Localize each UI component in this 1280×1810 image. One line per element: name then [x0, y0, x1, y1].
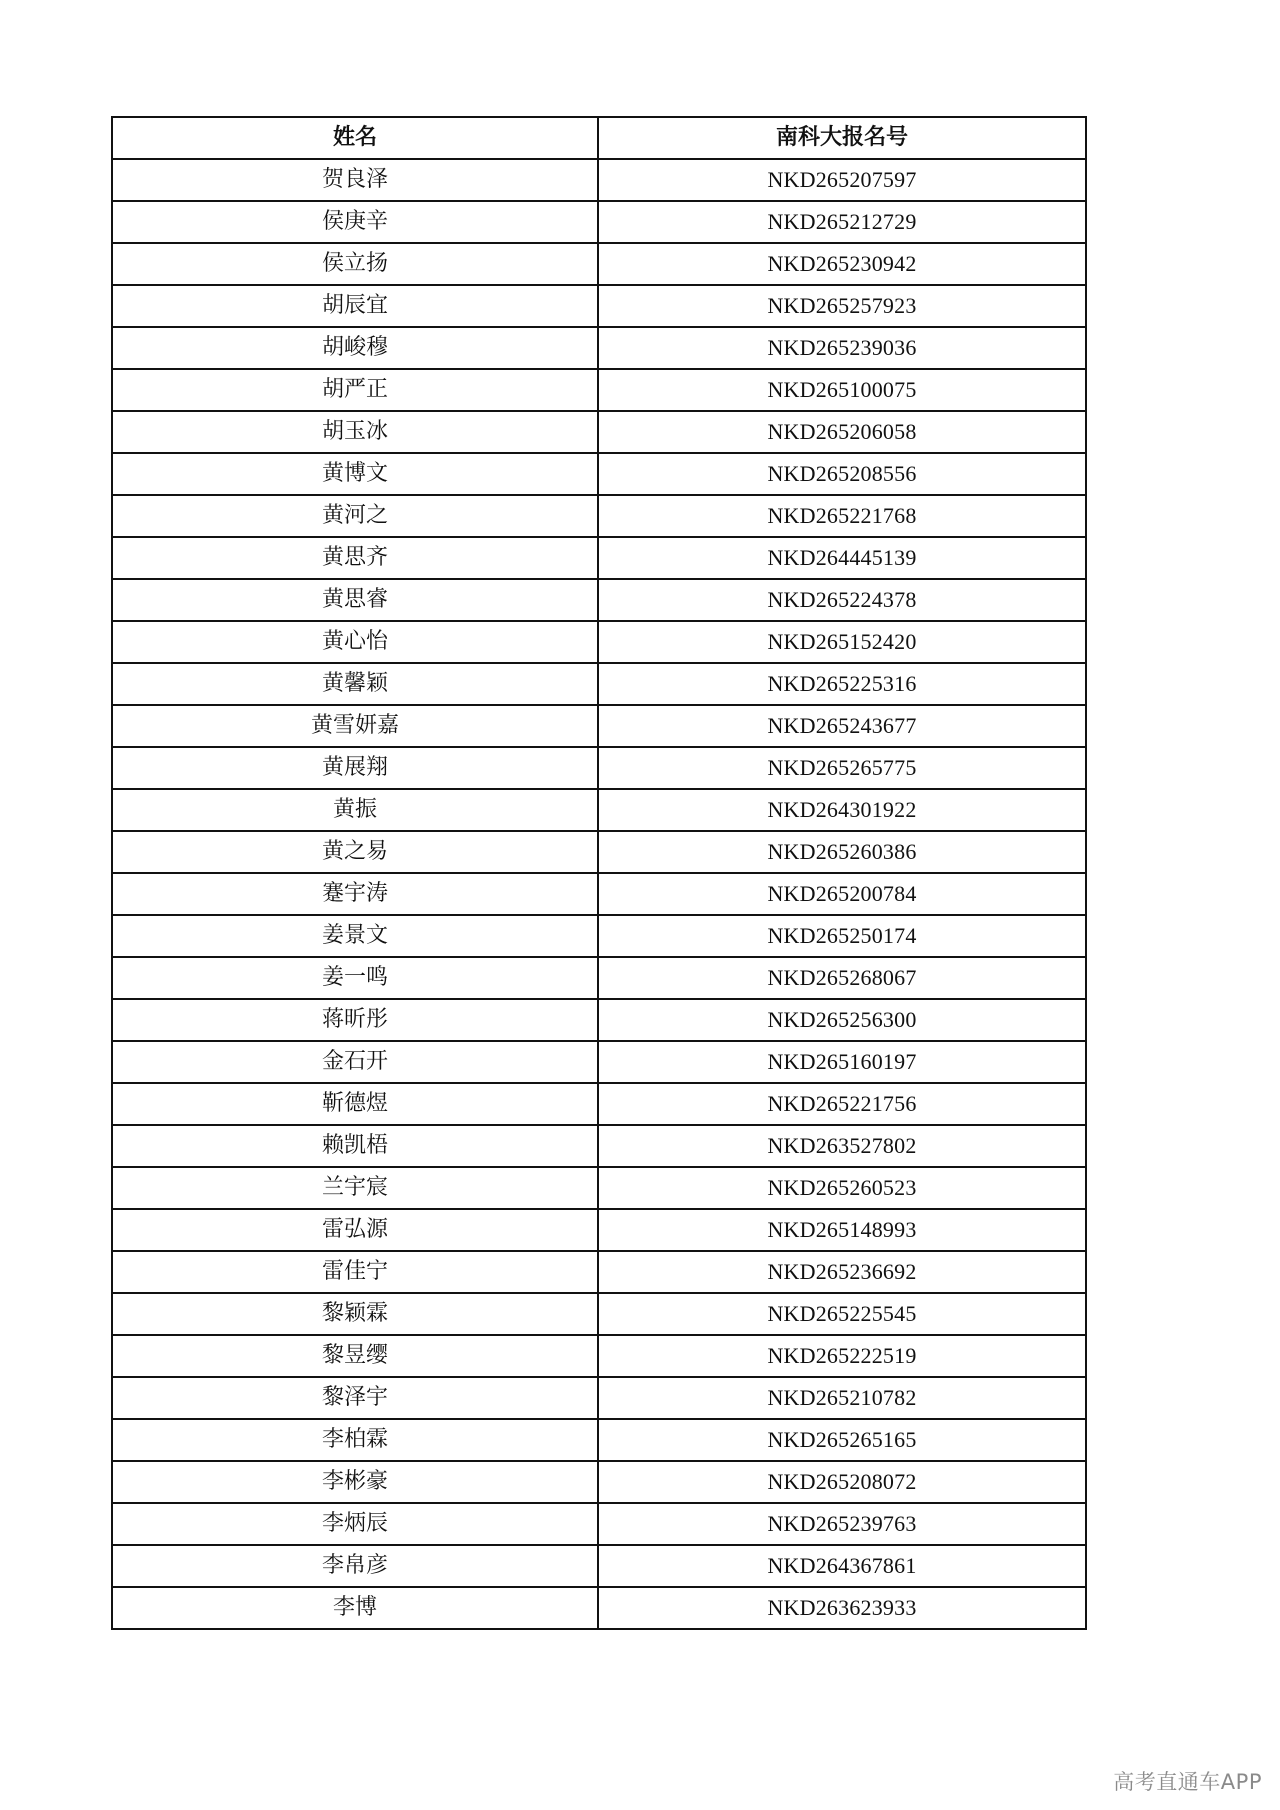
- name-cell: 胡辰宜: [112, 285, 598, 327]
- name-cell: 雷佳宁: [112, 1251, 598, 1293]
- registration-number-cell: NKD265268067: [598, 957, 1086, 999]
- name-cell: 黄雪妍嘉: [112, 705, 598, 747]
- table-row: [112, 831, 1086, 873]
- table-row: [112, 1041, 1086, 1083]
- table-row: [112, 1251, 1086, 1293]
- table-row: [112, 999, 1086, 1041]
- table-row: [112, 747, 1086, 789]
- registration-number-cell: NKD265207597: [598, 159, 1086, 201]
- registration-number-cell: NKD265230942: [598, 243, 1086, 285]
- table-row: [112, 243, 1086, 285]
- table-row: [112, 1125, 1086, 1167]
- name-cell: 李炳辰: [112, 1503, 598, 1545]
- table-row: [112, 663, 1086, 705]
- table-row: [112, 1545, 1086, 1587]
- name-cell: 黎颖霖: [112, 1293, 598, 1335]
- name-cell: 黄展翔: [112, 747, 598, 789]
- admission-list-table: [111, 116, 1087, 1630]
- name-cell: 靳德煜: [112, 1083, 598, 1125]
- registration-number-cell: NKD263527802: [598, 1125, 1086, 1167]
- registration-number-cell: NKD265225545: [598, 1293, 1086, 1335]
- table-row: [112, 411, 1086, 453]
- name-cell: 黄馨颖: [112, 663, 598, 705]
- header-registration-number: 南科大报名号: [598, 117, 1086, 159]
- registration-number-cell: NKD265222519: [598, 1335, 1086, 1377]
- table-row: [112, 201, 1086, 243]
- table-row: [112, 1587, 1086, 1629]
- name-cell: 黎昱缨: [112, 1335, 598, 1377]
- table-row: [112, 1503, 1086, 1545]
- registration-number-cell: NKD263623933: [598, 1587, 1086, 1629]
- name-cell: 侯庚辛: [112, 201, 598, 243]
- registration-number-cell: NKD265265775: [598, 747, 1086, 789]
- registration-number-cell: NKD265206058: [598, 411, 1086, 453]
- registration-number-cell: NKD265257923: [598, 285, 1086, 327]
- name-cell: 李博: [112, 1587, 598, 1629]
- registration-number-cell: NKD265239763: [598, 1503, 1086, 1545]
- registration-number-cell: NKD265250174: [598, 915, 1086, 957]
- registration-number-cell: NKD265212729: [598, 201, 1086, 243]
- registration-number-cell: NKD265221768: [598, 495, 1086, 537]
- registration-number-cell: NKD265208072: [598, 1461, 1086, 1503]
- table-row: [112, 957, 1086, 999]
- registration-number-cell: NKD265239036: [598, 327, 1086, 369]
- table-row: [112, 1377, 1086, 1419]
- table-row: [112, 1209, 1086, 1251]
- name-cell: 黎泽宇: [112, 1377, 598, 1419]
- registration-number-cell: NKD265148993: [598, 1209, 1086, 1251]
- registration-number-cell: NKD265236692: [598, 1251, 1086, 1293]
- table-row: [112, 285, 1086, 327]
- name-cell: 李帛彦: [112, 1545, 598, 1587]
- name-cell: 黄思睿: [112, 579, 598, 621]
- registration-number-cell: NKD264301922: [598, 789, 1086, 831]
- table-row: [112, 915, 1086, 957]
- table-row: [112, 579, 1086, 621]
- name-cell: 蒋昕彤: [112, 999, 598, 1041]
- table-row: [112, 789, 1086, 831]
- table-body: [112, 159, 1086, 1629]
- name-cell: 赖凯梧: [112, 1125, 598, 1167]
- registration-number-cell: NKD265243677: [598, 705, 1086, 747]
- table-row: [112, 537, 1086, 579]
- registration-number-cell: NKD265224378: [598, 579, 1086, 621]
- table-row: [112, 369, 1086, 411]
- name-cell: 黄之易: [112, 831, 598, 873]
- table-header: [112, 117, 1086, 159]
- name-cell: 李柏霖: [112, 1419, 598, 1461]
- table-row: [112, 1335, 1086, 1377]
- table-row: [112, 327, 1086, 369]
- registration-number-cell: NKD265225316: [598, 663, 1086, 705]
- name-cell: 黄心怡: [112, 621, 598, 663]
- table-row: [112, 159, 1086, 201]
- name-cell: 雷弘源: [112, 1209, 598, 1251]
- table-row: [112, 453, 1086, 495]
- registration-number-cell: NKD265152420: [598, 621, 1086, 663]
- table-row: [112, 1461, 1086, 1503]
- name-cell: 黄博文: [112, 453, 598, 495]
- table-row: [112, 873, 1086, 915]
- name-cell: 姜一鸣: [112, 957, 598, 999]
- registration-number-cell: NKD265100075: [598, 369, 1086, 411]
- registration-number-cell: NKD265260386: [598, 831, 1086, 873]
- name-cell: 蹇宇涛: [112, 873, 598, 915]
- table-row: [112, 495, 1086, 537]
- name-cell: 黄河之: [112, 495, 598, 537]
- table-row: [112, 1419, 1086, 1461]
- table-row: [112, 1167, 1086, 1209]
- name-cell: 兰宇宸: [112, 1167, 598, 1209]
- name-cell: 贺良泽: [112, 159, 598, 201]
- name-cell: 侯立扬: [112, 243, 598, 285]
- name-cell: 胡严正: [112, 369, 598, 411]
- table-row: [112, 705, 1086, 747]
- registration-number-cell: NKD265256300: [598, 999, 1086, 1041]
- name-cell: 胡玉冰: [112, 411, 598, 453]
- table-row: [112, 621, 1086, 663]
- registration-number-cell: NKD264367861: [598, 1545, 1086, 1587]
- name-cell: 姜景文: [112, 915, 598, 957]
- header-row: [112, 117, 1086, 159]
- watermark: 高考直通车APP: [1113, 1770, 1262, 1794]
- registration-number-cell: NKD265265165: [598, 1419, 1086, 1461]
- name-cell: 黄思齐: [112, 537, 598, 579]
- registration-number-cell: NKD265210782: [598, 1377, 1086, 1419]
- registration-number-cell: NKD265160197: [598, 1041, 1086, 1083]
- name-cell: 胡峻穆: [112, 327, 598, 369]
- table-row: [112, 1293, 1086, 1335]
- table-row: [112, 1083, 1086, 1125]
- registration-number-cell: NKD265200784: [598, 873, 1086, 915]
- name-cell: 黄振: [112, 789, 598, 831]
- name-cell: 金石开: [112, 1041, 598, 1083]
- registration-number-cell: NKD265221756: [598, 1083, 1086, 1125]
- registration-number-cell: NKD264445139: [598, 537, 1086, 579]
- registration-number-cell: NKD265260523: [598, 1167, 1086, 1209]
- header-name: 姓名: [112, 117, 598, 159]
- name-cell: 李彬豪: [112, 1461, 598, 1503]
- registration-number-cell: NKD265208556: [598, 453, 1086, 495]
